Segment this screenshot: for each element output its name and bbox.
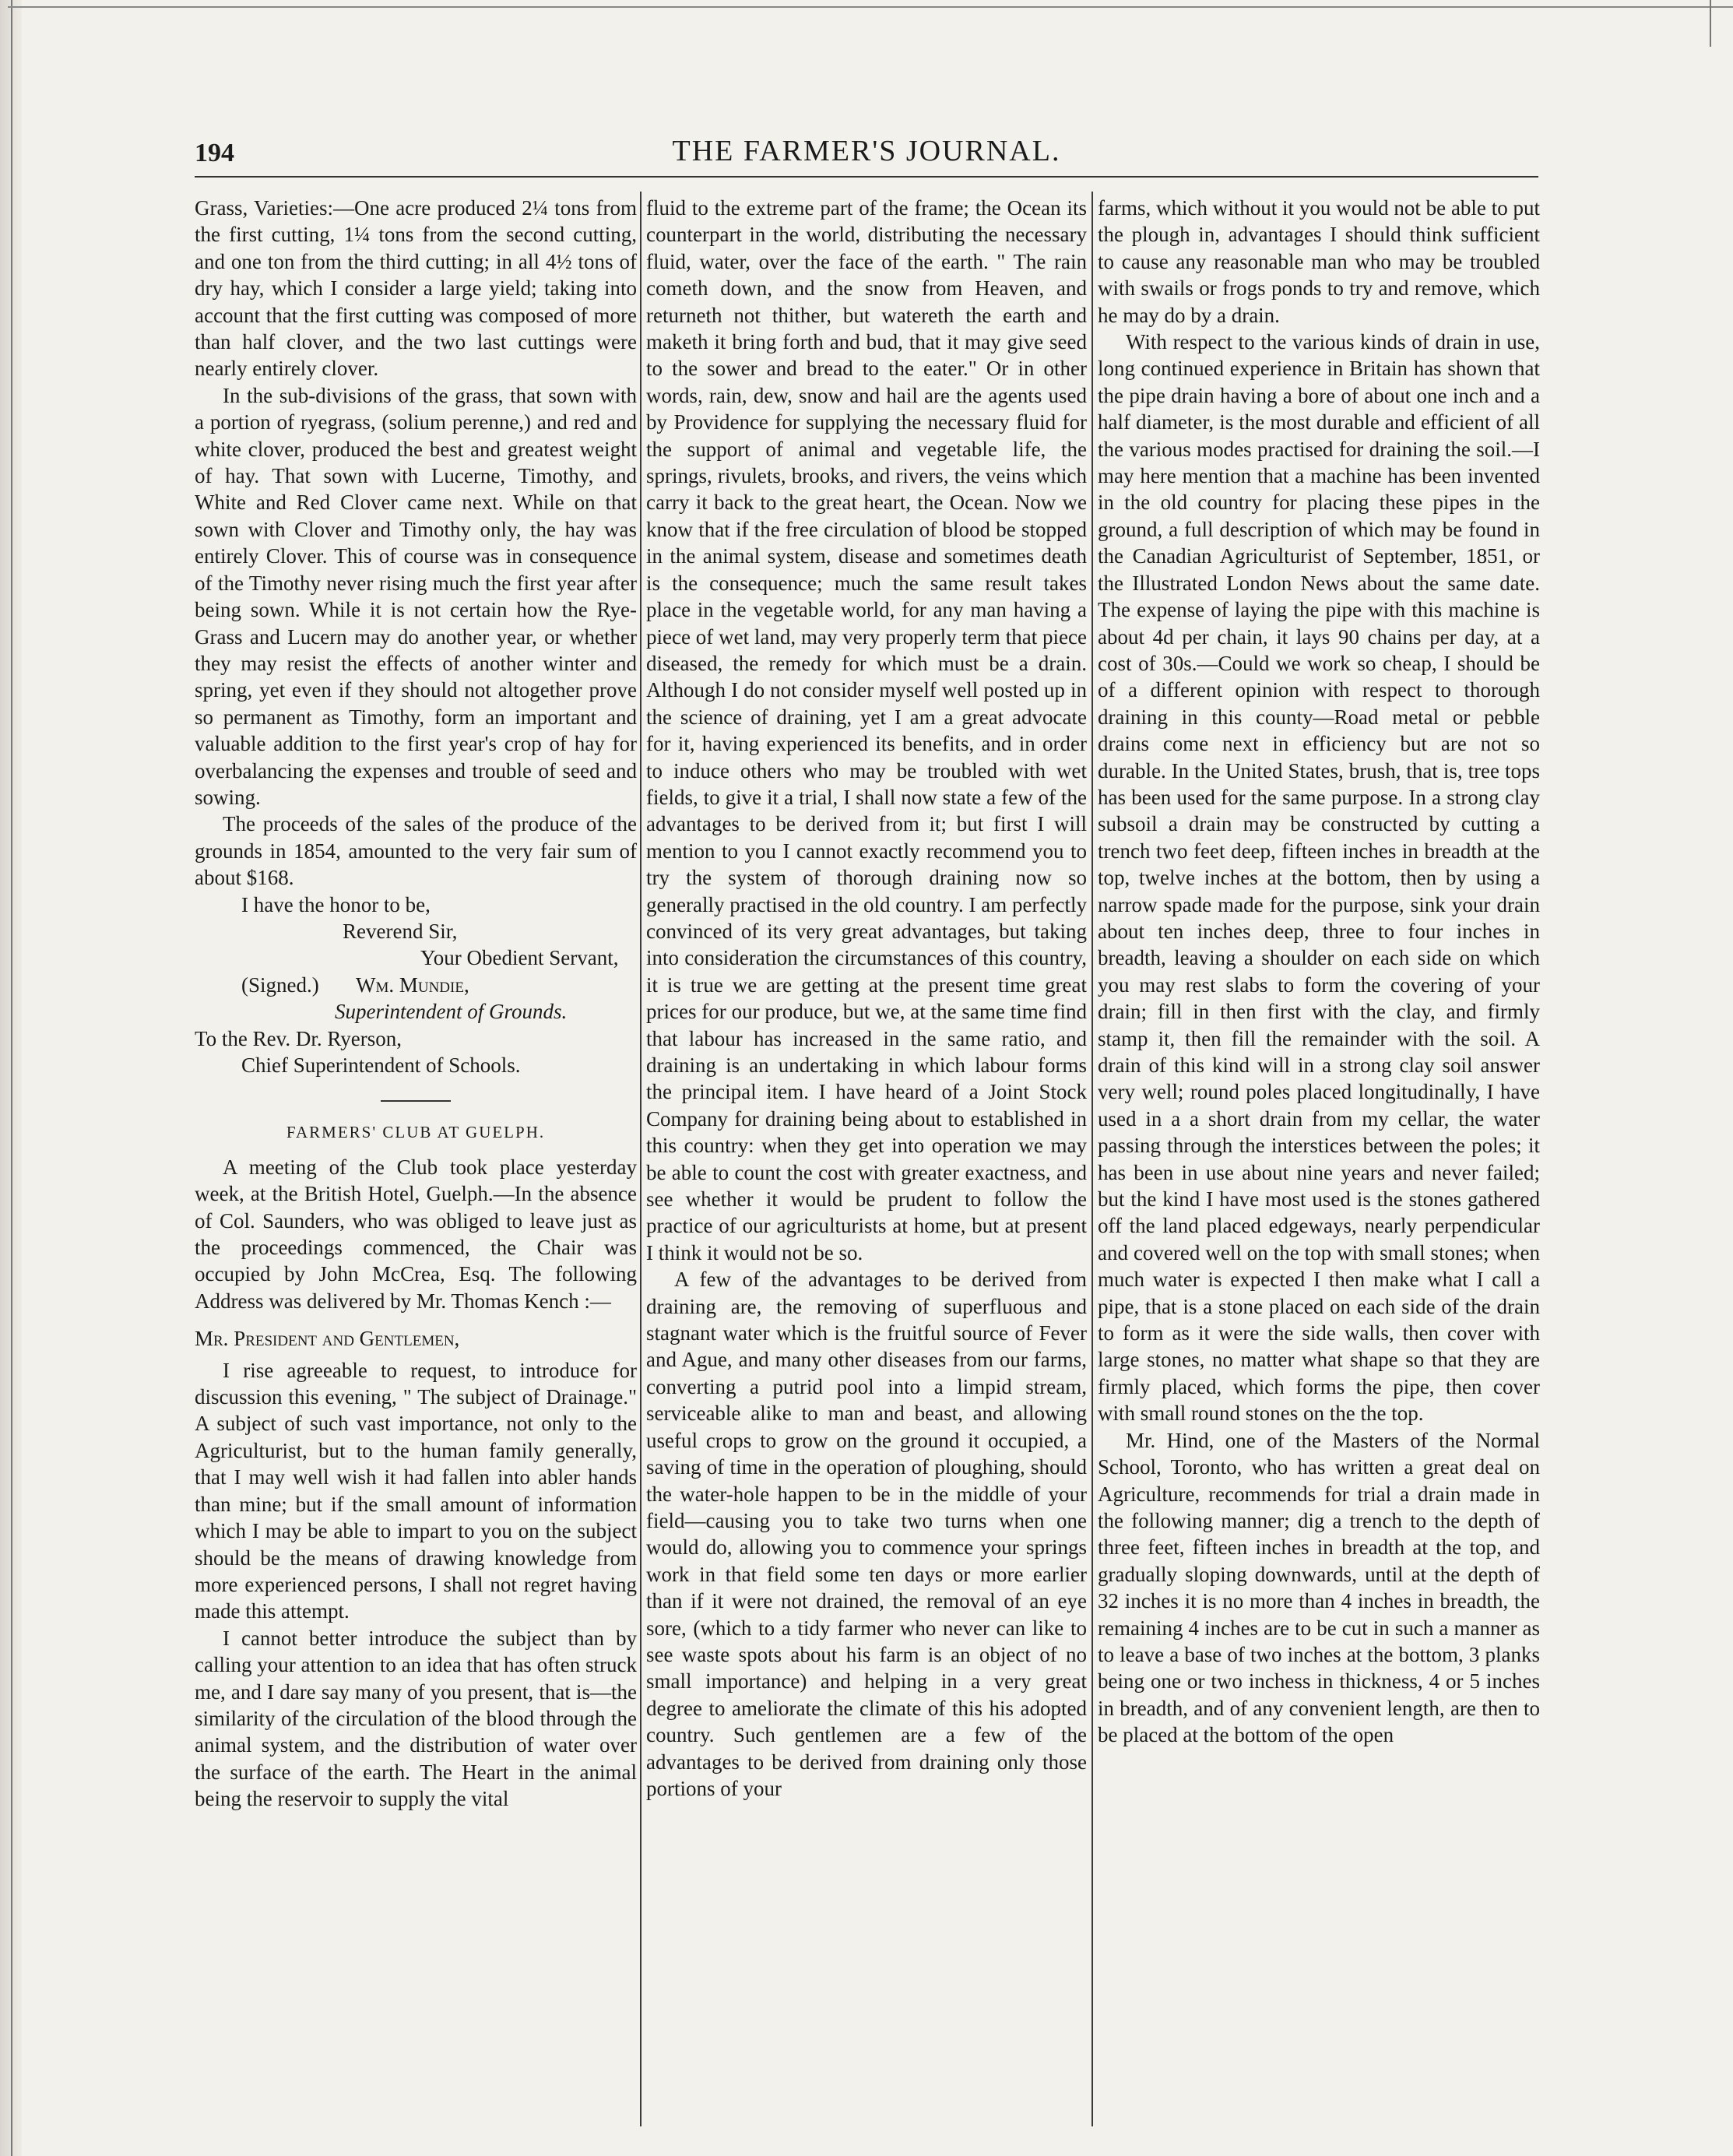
signer-name: Wm. Mundie, (355, 972, 469, 997)
closing-line: I have the honor to be, (241, 892, 431, 916)
section-heading: FARMERS' CLUB AT GUELPH. (286, 1123, 546, 1142)
paragraph: I cannot better introduce the subject than by calling your attention to an idea that has often struck me, and I dare say many of you present, that is—the similarity of the circulation of the blood through the animal system, and the distribution of water over the surface of the earth. The Heart in the animal being the reservoir to supply the vital (195, 1626, 637, 1811)
header-rule (195, 176, 1538, 178)
closing-line: Your Obedient Servant, (420, 946, 619, 970)
section-divider (381, 1100, 451, 1102)
addressee: To the Rev. Dr. Ryerson, (195, 1026, 402, 1050)
paragraph: The proceeds of the sales of the produce of the grounds in 1854, amounted to the very fair sum of about $168. (195, 812, 637, 890)
signature-line (195, 972, 637, 998)
top-rule (8, 6, 1733, 8)
salutation: Mr. President and Gentlemen, (195, 1327, 460, 1351)
paragraph: A meeting of the Club took place yesterday week, at the British Hotel, Guelph.—In the absence of Col. Saunders, who was obliged to leave just as the proceedings commenced, the Chair was occupied by John McCrea, Esq. The following Address was delivered by Mr. Thomas Kench :— (195, 1155, 637, 1313)
signer-title: Superintendent of Grounds. (335, 1000, 568, 1024)
paragraph: Grass, Varieties:—One acre produced 2¼ tons from the first cutting, 1¼ tons from the second cutting, and one ton from the third cutting; in all 4½ tons of dry hay, which I consider a large yield; taking into account that the first cutting was composed of more than half clover, and the two last cuttings were nearly entirely clover. (195, 196, 637, 381)
running-head: THE FARMER'S JOURNAL. (672, 135, 1061, 167)
page-number: 194 (195, 139, 234, 167)
paragraph: With respect to the various kinds of drain in use, long continued experience in Britain has shown that the pipe drain having a bore of about one inch and a half diameter, is the most durable and efficient of all the various modes practised for draining the soil.—I may here mention that a machine has been invented in the old country for placing these pipes in the ground, a full description of which may be found in the Canadian Agriculturist of September, 1851, or the Illustrated London News about the same date. The expense of laying the pipe with this machine is about 4d per chain, it lays 90 chains per day, at a cost of 30s.—Could we work so cheap, I should be of a different opinion with respect to thorough draining in this county—Road metal or pebble drains come next in efficiency but are not so durable. In the United States, brush, that is, tree tops has been used for the same purpose. In a strong clay subsoil a drain may be constructed by cutting a trench two feet deep, fifteen inches in breadth at the top, twelve inches at the bottom, then by using a narrow spade made for the purpose, sink your drain about ten inches deep, three to four inches in breadth, leaving a shoulder on each side on which you may rest slabs to form the covering of your drain; fill in then first with the clay, and firmly stamp it, then fill the remainder with the soil. A drain of this kind will in a strong clay soil answer very well; round poles placed longitudinally, I have used in a a short drain from my cellar, the water passing through the interstices between the poles; it has been in use about nine years and never failed; but the kind I have most used is the stones gathered off the land placed edgeways, nearly perpendicular and covered well on the top with small stones; when much water is expected I then make what I call a pipe, that is a stone placed on each side of the drain to form as it were the side walls, then cover with large stones, no matter what shape so that they are firmly placed, which forms the pipe, then cover with small round stones on the the top. (1098, 330, 1540, 1426)
paragraph: fluid to the extreme part of the frame; the Ocean its counterpart in the world, distributing the necessary fluid, water, over the face of the earth. " The rain cometh down, and the snow from Heaven, and returneth not thither, but watereth the earth and maketh it bring forth and bud, that it may give seed to the sower and bread to the eater." Or in other words, rain, dew, snow and hail are the agents used by Providence for supplying the necessary fluid for the support of animal and vegetable life, the springs, rivulets, brooks, and rivers, the veins which carry it back to the great heart, the Ocean. Now we know that if the free circulation of blood be stopped in the animal system, disease and sometimes death is the consequence; much the same result takes place in the vegetable world, for any man having a piece of wet land, may very properly term that piece diseased, the remedy for which must be a drain. Although I do not consider myself well posted up in the science of draining, yet I am a great advocate for it, having experienced its benefits, and in order to induce others who may be troubled with wet fields, to give it a trial, I shall now state a few of the advantages to be derived from it; but first I will mention to you I cannot exactly recommend you to try the system of thorough draining now so generally practised in the old country. I am perfectly convinced of its very great advantages, but taking into consideration the circumstances of this country, it is true we are getting at the present time great prices for our produce, but we, at the same time find that labour has increased in the same ratio, and draining is an undertaking in which labour forms the principal item. I have heard of a Joint Stock Company for draining being about to established in this country: when they get into operation we may be able to count the cost with greater exactness, and see whether it would be prudent to follow the practice of our agriculturists at home, but at present I think it would not be so. (646, 196, 1087, 1264)
corner-rule (1710, 0, 1711, 47)
addressee-title: Chief Superintendent of Schools. (241, 1053, 521, 1077)
column-1 (195, 195, 637, 1813)
column-2 (646, 195, 1087, 1802)
paragraph: Mr. Hind, one of the Masters of the Normal School, Toronto, who has written a great deal on Agriculture, recommends for trial a drain made in the following manner; dig a trench to the depth of three feet, fifteen inches in breadth at the top, and gradually sloping downwards, until at the depth of 32 inches it is no more than 4 inches in breadth, the remaining 4 inches are to be cut in such a manner as to leave a base of two inches at the bottom, 3 planks being one or two inchess in thickness, 4 or 5 inches in breadth, and of any convenient length, are then to be placed at the bottom of the open (1098, 1428, 1540, 1747)
paragraph: farms, which without it you would not be able to put the plough in, advantages I should think sufficient to cause any reasonable man who may be troubled with swails or frogs ponds to try and remove, which he may do by a drain. (1098, 196, 1540, 327)
margin-rule (11, 0, 12, 2156)
column-3 (1098, 195, 1540, 1749)
signed-label: (Signed.) (241, 972, 319, 997)
closing-line: Reverend Sir, (343, 919, 458, 943)
paragraph: A few of the advantages to be derived from draining are, the removing of superfluous and stagnant water which is the fruitful source of Fever and Ague, and many other diseases from our farms, converting a putrid pool into a limpid stream, serviceable alike to man and beast, and allowing useful crops to grow on the ground it occupied, a saving of time in the operation of ploughing, should the water-hole happen to be in the middle of your field—causing you to take two turns when one would do, allowing you to commence your springs work in that field some ten days or more earlier than if it were not drained, the removal of an eye sore, (which to a tidy farmer who never can like to see waste spots about his farm is an object of no small importance) and helping in a very great degree to ameliorate the climate of this his adopted country. Such gentlemen are a few of the advantages to be derived from draining only those portions of your (646, 1268, 1087, 1800)
paragraph: I rise agreeable to request, to introduce for discussion this evening, " The subject of Drainage." A subject of such vast importance, not only to the Agriculturist, but to the human family generally, that I may well wish it had fallen into abler hands than mine; but if the small amount of information which I may be able to impart to you on the subject should be the means of drawing knowledge from more experienced persons, I shall not regret having made this attempt. (195, 1358, 637, 1623)
column-separator (640, 192, 642, 2126)
column-separator (1091, 192, 1093, 2126)
paragraph: In the sub-divisions of the grass, that sown with a portion of ryegrass, (solium perenne,) and red and white clover, produced the best and greatest weight of hay. That sown with Lucerne, Timothy, and White and Red Clover came next. While on that sown with Clover and Timothy only, the hay was entirely Clover. This of course was in consequence of the Timothy never rising much the first year after being sown. While it is not certain how the Rye-Grass and Lucern may do another year, or whether they may resist the effects of another winter and spring, yet even if they should not altogether prove so permanent as Timothy, form an important and valuable addition to the first year's crop of hay for overbalancing the expenses and trouble of seed and sowing. (195, 383, 637, 809)
